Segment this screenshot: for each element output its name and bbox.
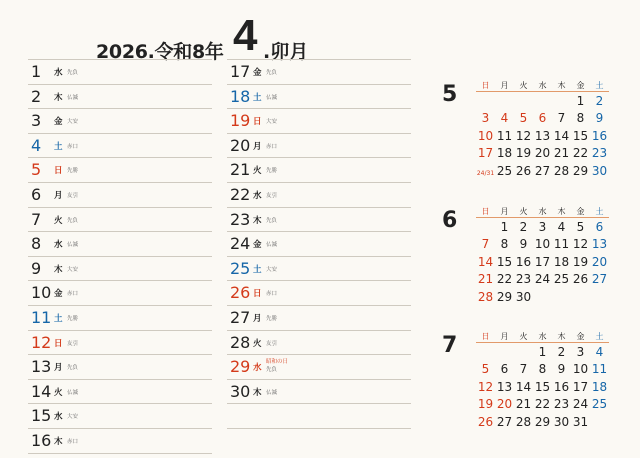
mini-day-cell: 9 (519, 237, 528, 252)
weekday-label: 金 (54, 289, 63, 300)
weekday-label: 月 (54, 363, 63, 374)
mini-day-cell: 7 (557, 111, 566, 126)
mini-day-cell: 12 (572, 237, 589, 252)
weekday-label: 水 (253, 363, 262, 374)
mini-day-cell: 3 (538, 219, 547, 234)
day-number: 26 (230, 283, 251, 303)
mini-day-cell: 19 (572, 254, 589, 269)
mini-day-cell (552, 92, 571, 110)
weekday-label: 土 (253, 264, 262, 275)
day-row-empty (227, 403, 411, 429)
day-row (28, 403, 212, 428)
weekday-label: 土 (54, 141, 63, 152)
day-number: 13 (31, 357, 52, 377)
day-number: 24 (230, 234, 251, 254)
day-column-right (227, 59, 411, 429)
mini-day-cell: 28 (553, 163, 570, 178)
weekday-label: 火 (54, 215, 63, 226)
mini-day-cell: 24 (572, 397, 589, 412)
day-number: 16 (31, 430, 52, 450)
rokuyo-label: 仏滅 (67, 94, 79, 101)
mini-day-cell (571, 288, 590, 306)
rokuyo-label: 先負 (67, 217, 79, 224)
weekday-header: 火 (514, 205, 533, 218)
weekday-header: 月 (495, 330, 514, 343)
weekday-label: 火 (253, 338, 262, 349)
day-row (227, 256, 411, 281)
mini-day-cell (533, 288, 552, 306)
day-row (28, 182, 212, 207)
day-row (227, 84, 411, 109)
mini-month-number: 7 (442, 333, 458, 358)
rokuyo-label: 赤口 (67, 438, 79, 445)
day-number: 27 (230, 307, 251, 327)
mini-calendar-grid (476, 330, 609, 431)
day-number: 18 (230, 86, 251, 106)
mini-day-cell: 20 (496, 397, 513, 412)
mini-day-cell: 6 (500, 362, 509, 377)
mini-day-cell: 10 (477, 128, 494, 143)
weekday-label: 土 (54, 313, 63, 324)
mini-day-cell (533, 92, 552, 110)
mini-day-cell (495, 343, 514, 361)
day-number: 5 (31, 160, 42, 180)
weekday-label: 日 (54, 166, 63, 177)
day-row (227, 133, 411, 158)
mini-day-cell: 17 (477, 146, 494, 161)
mini-day-cell: 29 (534, 414, 551, 429)
day-number: 30 (230, 381, 251, 401)
mini-day-cell: 5 (576, 219, 585, 234)
mini-day-cell: 20 (591, 254, 608, 269)
mini-day-cell: 13 (496, 379, 513, 394)
weekday-header: 土 (590, 205, 609, 218)
rokuyo-label: 友引 (67, 340, 79, 347)
day-row (227, 330, 411, 355)
mini-calendar-grid (476, 205, 609, 306)
mini-day-cell: 1 (500, 219, 509, 234)
mini-day-cell: 7 (481, 237, 490, 252)
rokuyo-label: 大安 (266, 119, 278, 126)
weekday-label: 木 (54, 436, 63, 447)
day-row (227, 305, 411, 330)
day-column-left (28, 59, 212, 454)
weekday-header: 月 (495, 205, 514, 218)
day-row (28, 256, 212, 281)
rokuyo-label: 仏滅 (67, 242, 79, 249)
day-row (227, 182, 411, 207)
weekday-label: 水 (54, 68, 63, 78)
weekday-label: 月 (54, 190, 63, 201)
weekday-label: 日 (253, 117, 262, 128)
mini-day-cell: 26 (572, 272, 589, 287)
mini-day-cell: 11 (496, 128, 513, 143)
mini-day-cell: 23 (515, 272, 532, 287)
rokuyo-label: 先負 (266, 367, 278, 374)
day-number: 11 (31, 307, 52, 327)
rokuyo-label: 赤口 (67, 143, 79, 150)
mini-day-cell: 23 (553, 397, 570, 412)
mini-day-cell (476, 162, 495, 180)
mini-day-cell: 12 (515, 128, 532, 143)
day-row (227, 59, 411, 84)
mini-day-cell (590, 413, 609, 431)
mini-day-cell: 28 (477, 289, 494, 304)
rokuyo-label: 仏滅 (67, 389, 79, 396)
mini-day-cell: 27 (496, 414, 513, 429)
mini-day-cell: 27 (534, 163, 551, 178)
weekday-label: 木 (54, 92, 63, 103)
mini-day-cell: 27 (591, 272, 608, 287)
day-number: 9 (31, 258, 42, 278)
mini-day-cell (590, 288, 609, 306)
weekday-header: 木 (552, 79, 571, 92)
weekday-header: 土 (590, 330, 609, 343)
mini-day-cell: 29 (572, 163, 589, 178)
mini-day-cell: 4 (500, 111, 509, 126)
rokuyo-label: 友引 (266, 340, 278, 347)
day-row (28, 59, 212, 84)
weekday-header: 月 (495, 79, 514, 92)
mini-day-cell: 18 (553, 254, 570, 269)
day-row (28, 330, 212, 355)
mini-day-cell (476, 343, 495, 361)
mini-day-cell: 5 (519, 111, 528, 126)
day-row (28, 84, 212, 109)
day-number: 20 (230, 135, 251, 155)
day-number: 4 (31, 135, 42, 155)
rokuyo-label: 先負 (67, 365, 79, 372)
weekday-label: 土 (253, 92, 262, 103)
weekday-label: 金 (253, 68, 262, 78)
day-number: 1 (31, 62, 42, 81)
mini-day-cell: 19 (477, 397, 494, 412)
day-row (28, 133, 212, 158)
weekday-header: 木 (552, 330, 571, 343)
day-row (227, 108, 411, 133)
day-number: 29 (230, 357, 251, 377)
mini-day-cell: 8 (500, 237, 509, 252)
mini-month-number: 6 (442, 208, 458, 233)
mini-day-cell (495, 92, 514, 110)
mini-month-number: 5 (442, 82, 458, 107)
mini-day-cell: 9 (557, 362, 566, 377)
weekday-header: 火 (514, 330, 533, 343)
mini-day-cell (514, 92, 533, 110)
day-number: 21 (230, 160, 251, 180)
day-row (28, 207, 212, 232)
mini-day-cell: 10 (534, 237, 551, 252)
rokuyo-label: 先勝 (67, 168, 79, 175)
weekday-header: 水 (533, 79, 552, 92)
weekday-label: 月 (253, 313, 262, 324)
mini-day-cell: 14 (515, 379, 532, 394)
mini-day-cell: 26 (477, 414, 494, 429)
mini-day-cell: 18 (591, 379, 608, 394)
mini-day-cell: 20 (534, 146, 551, 161)
mini-day-cell: 22 (534, 397, 551, 412)
weekday-label: 月 (253, 141, 262, 152)
mini-day-cell (514, 343, 533, 361)
mini-day-cell: 5 (481, 362, 490, 377)
day-row (227, 207, 411, 232)
day-row (28, 379, 212, 404)
mini-day-cell: 22 (496, 272, 513, 287)
weekday-header: 金 (571, 205, 590, 218)
day-number: 3 (31, 111, 42, 131)
mini-day-cell: 12 (477, 379, 494, 394)
mini-day-cell (476, 92, 495, 110)
month-number: 4 (233, 11, 258, 60)
day-number: 28 (230, 332, 251, 352)
rokuyo-label: 先勝 (266, 168, 278, 175)
rokuyo-label: 大安 (67, 414, 79, 421)
weekday-header: 土 (590, 79, 609, 92)
mini-day-cell: 16 (553, 379, 570, 394)
day-row (28, 108, 212, 133)
day-row (28, 305, 212, 330)
weekday-header: 火 (514, 79, 533, 92)
mini-day-cell: 15 (572, 128, 589, 143)
mini-day-cell: 30 (591, 163, 608, 178)
mini-day-cell: 29 (496, 289, 513, 304)
weekday-header: 金 (571, 330, 590, 343)
mini-day-cell: 17 (572, 379, 589, 394)
rokuyo-label: 大安 (266, 266, 278, 273)
rokuyo-label: 仏滅 (266, 94, 278, 101)
mini-day-cell: 31 (572, 414, 589, 429)
weekday-header: 金 (571, 79, 590, 92)
rokuyo-label: 先負 (266, 217, 278, 224)
weekday-label: 日 (54, 338, 63, 349)
day-row (28, 280, 212, 305)
day-number: 22 (230, 184, 251, 204)
day-number: 6 (31, 184, 42, 204)
mini-day-cell: 15 (496, 254, 513, 269)
mini-day-cell: 3 (576, 344, 585, 359)
year-label: 2026.令和8年 (96, 41, 224, 63)
day-row (227, 280, 411, 305)
mini-day-cell: 6 (538, 111, 547, 126)
mini-day-cell (552, 288, 571, 306)
weekday-label: 水 (253, 190, 262, 201)
day-number: 12 (31, 332, 52, 352)
mini-day-cell (476, 218, 495, 236)
day-number: 15 (31, 406, 52, 426)
day-number: 10 (31, 283, 52, 303)
mini-day-cell: 24 (534, 272, 551, 287)
day-number: 17 (230, 62, 251, 81)
mini-day-cell: 28 (515, 414, 532, 429)
day-row (227, 231, 411, 256)
day-row (227, 157, 411, 182)
rokuyo-label: 友引 (67, 192, 79, 199)
rokuyo-label: 赤口 (67, 291, 79, 298)
weekday-label: 金 (54, 117, 63, 128)
mini-day-cell: 21 (477, 272, 494, 287)
mini-day-cell: 4 (595, 344, 604, 359)
weekday-label: 日 (253, 289, 262, 300)
day-row (227, 379, 411, 404)
mini-day-cell: 3 (481, 111, 490, 126)
day-number: 7 (31, 209, 42, 229)
mini-day-cell: 25 (553, 272, 570, 287)
weekday-header: 日 (476, 330, 495, 343)
mini-day-cell: 2 (595, 93, 604, 108)
weekday-label: 木 (54, 264, 63, 275)
weekday-header: 水 (533, 330, 552, 343)
mini-day-cell: 22 (572, 146, 589, 161)
mini-day-cell: 21 (553, 146, 570, 161)
mini-day-cell: 30 (553, 414, 570, 429)
rokuyo-label: 大安 (67, 266, 79, 273)
rokuyo-label: 大安 (67, 119, 79, 126)
mini-day-cell: 19 (515, 146, 532, 161)
mini-day-cell: 13 (534, 128, 551, 143)
mini-day-cell: 16 (591, 128, 608, 143)
weekday-label: 水 (54, 412, 63, 423)
weekday-header: 日 (476, 205, 495, 218)
mini-day-cell: 1 (576, 93, 585, 108)
day-number: 25 (230, 258, 251, 278)
rokuyo-label: 赤口 (266, 291, 278, 298)
weekday-label: 木 (253, 387, 262, 398)
day-row (28, 354, 212, 379)
rokuyo-label: 先勝 (266, 315, 278, 322)
weekday-label: 火 (54, 387, 63, 398)
weekday-header: 日 (476, 79, 495, 92)
day-row (28, 157, 212, 182)
mini-day-cell: 11 (553, 237, 570, 252)
mini-day-combined: 24/31 (476, 169, 495, 177)
mini-day-cell: 11 (591, 362, 608, 377)
rokuyo-label: 先負 (266, 70, 278, 76)
rokuyo-label: 友引 (266, 192, 278, 199)
holiday-name: 昭和の日 (266, 359, 289, 366)
mini-day-cell: 10 (572, 362, 589, 377)
mini-day-cell: 2 (557, 344, 566, 359)
mini-day-cell: 25 (496, 163, 513, 178)
rokuyo-label: 赤口 (266, 143, 278, 150)
day-row (28, 231, 212, 256)
weekday-label: 水 (54, 240, 63, 251)
day-number: 19 (230, 111, 251, 131)
day-number: 14 (31, 381, 52, 401)
mini-day-cell: 6 (595, 219, 604, 234)
mini-day-cell: 25 (591, 397, 608, 412)
mini-day-cell: 16 (515, 254, 532, 269)
mini-day-cell: 26 (515, 163, 532, 178)
mini-day-cell: 8 (538, 362, 547, 377)
mini-day-cell: 8 (576, 111, 585, 126)
day-number: 23 (230, 209, 251, 229)
mini-day-cell: 2 (519, 219, 528, 234)
rokuyo-label: 先負 (67, 70, 79, 76)
weekday-header: 木 (552, 205, 571, 218)
day-number: 2 (31, 86, 42, 106)
day-row (227, 354, 411, 379)
mini-day-cell: 14 (477, 254, 494, 269)
weekday-label: 木 (253, 215, 262, 226)
mini-day-cell: 23 (591, 146, 608, 161)
mini-day-cell: 4 (557, 219, 566, 234)
weekday-label: 火 (253, 166, 262, 177)
mini-calendar-grid (476, 79, 609, 180)
rokuyo-label: 仏滅 (266, 389, 278, 396)
mini-day-cell: 17 (534, 254, 551, 269)
weekday-header: 水 (533, 205, 552, 218)
mini-day-cell: 14 (553, 128, 570, 143)
mini-day-cell: 9 (595, 111, 604, 126)
rokuyo-label: 仏滅 (266, 242, 278, 249)
day-number: 8 (31, 234, 42, 254)
mini-day-cell: 30 (515, 289, 532, 304)
mini-day-cell: 18 (496, 146, 513, 161)
mini-day-cell: 21 (515, 397, 532, 412)
day-row (28, 428, 212, 454)
weekday-label: 金 (253, 240, 262, 251)
month-name: .卯月 (263, 41, 309, 63)
mini-day-cell: 7 (519, 362, 528, 377)
rokuyo-label: 先勝 (67, 315, 79, 322)
mini-day-cell: 13 (591, 237, 608, 252)
mini-day-cell: 15 (534, 379, 551, 394)
mini-day-cell: 1 (538, 344, 547, 359)
